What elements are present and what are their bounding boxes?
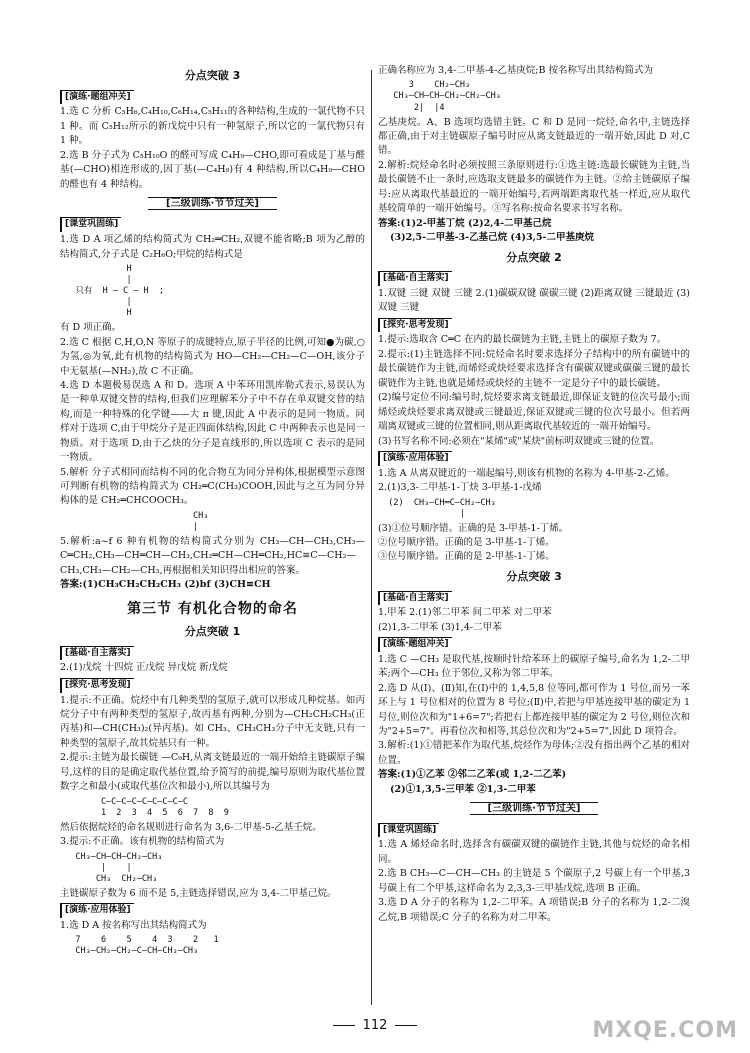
column-divider	[371, 70, 372, 1005]
structural-formula: CH₃—CH—CH—CH₂—CH₃ | | CH₃ CH₂—CH₃	[75, 851, 163, 884]
answer-paragraph: 2.选 B CH₃—C—CH—CH₃ 的主链是 5 个碳原子,2 号碳上有一个甲基,3 号碳上有二个甲基,这样命名为 2,3,3-三甲基戊烷,选项 B 正确。	[378, 868, 690, 894]
section-tag: [演练·应用体验]	[378, 451, 452, 466]
answer-paragraph: 2.解析:烷烃命名时必须按照三条原则进行:①选主链:选最长碳链为主链,当最长碳链不止一条时,应选取支链最多的碳链作为主链。②给主链碳原子编号:应从离取代基最近的一端开始编号,若两端距离取代基一样近,应从取代基较简单的一端开始编号。③写名称:按命名要求书写名称。	[378, 159, 690, 215]
answer-paragraph: 2.选 C 根据 C,H,O,N 等原子的成键特点,原子半径的比例,可知●为碳,○为氢,◎为氧,此有机物的结构简式为 HO—CH₂—CH₂—C—OH,该分子中无氨基(—NH₂),故 C 不正确。	[60, 336, 365, 377]
section-title: 分点突破 3	[506, 569, 562, 583]
section-tag: [基础·自主落实]	[60, 646, 134, 661]
answer-paragraph: ③位号顺序错。正确的是 2-甲基-1-丁烯。	[378, 551, 555, 563]
section-tag: [探究·思考发现]	[378, 318, 452, 333]
structural-formula: H | 只有 H — C — H ; | H	[75, 264, 164, 319]
answer-paragraph: 有 D 项正确。	[60, 322, 122, 334]
answer-paragraph: 1.选 C —CH₃ 是取代基,按顺时针给苯环上的碳原子编号,命名为 1,2-二甲苯;两个—CH₃ 位于邻位,又称为邻二甲苯。	[378, 653, 690, 680]
answer-paragraph: 1.双键 三键 双键 三键 2.(1)碳碳双键 碳碳三键 (2)距离双键 三键最近 (3)双键 三键	[378, 287, 690, 314]
answer-line: 答案:(1)CH₃CH₂CH₂CH₃ (2)bf (3)CH≡CH	[60, 579, 271, 591]
answer-paragraph: (3)①位号顺序错。正确的是 3-甲基-1-丁烯。	[378, 522, 569, 534]
answer-paragraph: 2.选 D 从(Ⅰ)、(Ⅱ)知,在(Ⅰ)中的 1,4,5,8 位等同,都可作为 1 号位,而另一苯环上与 1 号位相对的位置为 8 号位;(Ⅱ)中,若把与甲基连接甲基的碳定为 1 号位,则位次和为"1+6=7";若把右上都连接甲基的碳定为 2 号位,则位次和为"2+5=7"。再看位次和相等,其总位次和为"2+5=7",因此 D 项符合。	[378, 682, 690, 738]
answer-paragraph: ②位号顺序错。正确的是 3-甲基-1-丁烯。	[378, 537, 555, 549]
answer-paragraph: (3)书写名称不同:必须在"某烯"或"某炔"前标明双键或三键的位置。	[378, 435, 660, 447]
answer-paragraph: 2.提示:(1)主链选择不同:烷烃命名时要求选择分子结构中的所有碳链中的最长碳链作为主链,而烯烃或炔烃要求选择含有碳碳双键或碳碳三键的最长碳链作为主链,也就是烯烃或炔烃的主链不一定是分子中的最长碳链。	[378, 348, 690, 389]
section-tag: [基础·自主落实]	[378, 591, 452, 606]
answer-paragraph: (2)编号定位不同:编号时,烷烃要求离支链最近,即保证支链的位次号最小;而烯烃或炔烃要求离双键或三键最近,保证双键或三键的位次号最小。但若两端离双键或三键的位置相同,则从距离取代基较近的一端开始编号。	[378, 392, 690, 433]
answer-line: 答案:(1)2-甲基丁烷 (2)2,4-二甲基己烷	[378, 217, 552, 229]
right-column	[378, 64, 690, 925]
answer-paragraph: 1.选 C 分析 C₅H₆,C₄H₁₀,C₆H₁₄,C₅H₁₁的各种结构,生成的一氯代物不只 1 种。而 C₅H₁₂所示的新戊烷中只有一种氢原子,所以它的一氯代物只有 1 种。	[60, 106, 365, 147]
section-title: 分点突破 2	[506, 250, 562, 264]
section-tag: [课堂巩固练]	[60, 217, 121, 232]
answer-paragraph: 5.解析:a~f 6 种有机物的结构简式分别为 CH₃—CH—CH₃,CH₃—C═CH₂,CH₃—CH═CH—CH₃,CH₂═CH—CH═CH₂,HC≡C—CH₂—CH₃,CH₃—CH₂—CH₃,再根据相关知识得出相应的答案。	[60, 536, 365, 576]
answer-paragraph: 1.选 A 从离双键近的一端起编号,则该有机物的名称为 4-甲基-2-乙烯。	[378, 467, 675, 479]
answer-paragraph: 1.提示:选取含 C═C 在内的最长碳链为主链,主链上的碳原子数为 7。	[378, 334, 667, 346]
answer-line: 答案:(1)①乙苯 ②邻二乙苯(或 1,2-二乙苯)	[378, 769, 567, 781]
section-tag: [基础·自主落实]	[378, 271, 452, 286]
watermark-logo: MXQE.COM	[592, 1017, 738, 1043]
answer-paragraph: 2.(1)3,3-二甲基-1-丁炔 3-甲基-1-戊烯	[378, 482, 542, 494]
left-column	[60, 64, 365, 959]
answer-paragraph: 4.选 D 本题极易误选 A 和 D。选项 A 中苯环用凯库勒式表示,易误认为是一种单双键交替的结构,但我们应理解苯分子中不存在单双键交替的结构,而是一种特殊的化学键——大 π 键,因此 A 中表示的是同一物质。同样对于选项 C,由于甲烷分子是正四面体结构,因此 C 中两种表示也是同一物质。对于选项 D,由于乙炔的分子是直线形的,所以选项 C 表示的是同一物质。	[60, 379, 365, 464]
chapter-title: 第三节 有机化合物的命名	[127, 600, 298, 617]
answer-line: (2)①1,3,5-三甲苯 ②1,3-二甲苯	[390, 783, 536, 795]
answer-paragraph: 5.解析 分子式相同而结构不同的化合物互为同分异构体,根据模型示意图可判断有机物的结构简式为 CH₂═C(CH₃)COOH,因此与之互为同分异构体的是 CH₂═CHCOOCH₃。	[60, 466, 365, 507]
structural-formula: 7 6 5 4 3 2 1 CH₃—CH₂—CH₂—C—CH—CH₂—CH₃	[75, 935, 219, 957]
page-number: 112	[0, 1016, 750, 1036]
answer-paragraph: 主链碳原子数为 6 而不是 5,主链选择错误,应为 3,4-二甲基己烷。	[60, 887, 337, 899]
section-title: 分点突破 1	[184, 625, 241, 639]
level-banner: [三级训练·节节过关]	[60, 196, 365, 211]
answer-paragraph: 然后依据烷烃的命名规则进行命名为 3,6-二甲基-5-乙基壬烷。	[60, 821, 322, 833]
answer-paragraph: 1.甲苯 2.(1)邻二甲苯 间二甲苯 对二甲苯	[378, 607, 552, 619]
section-tag: [课堂巩固练]	[378, 823, 439, 838]
level-banner: [三级训练·节节过关]	[378, 801, 690, 816]
section-title: 分点突破 3	[184, 69, 241, 82]
section-tag: [探究·思考发现]	[60, 678, 134, 693]
structural-formula: (2) CH₃—CH═C—CH₂—CH₃ |	[388, 497, 496, 519]
answer-paragraph: (2)1,3-二甲苯 (3)1,4-二甲苯	[378, 621, 502, 633]
answer-paragraph: 1.选 A 烯烃命名时,选择含有碳碳双键的碳链作主链,其他与烷烃的命名相同。	[378, 839, 690, 865]
section-tag: [演练·题组冲关]	[60, 90, 134, 105]
section-tag: [演练·题组冲关]	[378, 637, 452, 652]
answer-line: (3)2,5-二甲基-3-乙基己烷 (4)3,5-二甲基庚烷	[390, 232, 594, 244]
answer-paragraph: 正确名称应为 3,4-二甲基-4-乙基庚烷;B 按名称写出其结构简式为	[378, 65, 654, 76]
answer-paragraph: 3.提示:不正确。该有机物的结构简式为	[60, 836, 225, 848]
answer-paragraph: 3.选 D A 分子的名称为 1,2-二甲苯。A 项错误;B 分子的名称为 1,2-二溴乙烷,B 项错误;C 分子的名称为对二甲苯。	[378, 897, 690, 923]
answer-paragraph: 1.提示:不正确。烷烃中有几种类型的氢原子,就可以形成几种烷基。如丙烷分子中有两种类型的氢原子,故丙基有两种,分别为—CH₂CH₂CH₃(正丙基)和—CH(CH₃)₂(异丙基)。如 CH₃、CH₃CH₃分子中无支链,只有一种类型的氢原子,故其烷基只有一种。	[60, 694, 365, 749]
section-tag: [演练·应用体验]	[60, 903, 134, 918]
structural-formula: 3 CH₂—CH₃ CH₃—CH—CH—CH₂—CH₂—CH₃ 2| |4	[393, 80, 501, 113]
answer-paragraph: 1.选 D A 按名称写出其结构简式为	[60, 919, 207, 931]
structural-formula: CH₃ |	[193, 510, 209, 532]
answer-paragraph: 乙基庚烷。A、B 选项均选错主链。C 和 D 是同一烷烃,命名中,主链选择都正确,由于对主链碳原子编号时应从离支链最近的一端开始,因此 D 对,C 错。	[378, 116, 690, 157]
answer-paragraph: 1.选 D A 项乙烯的结构简式为 CH₂═CH₂,双键不能省略;B 项为乙醇的结构简式,分子式是 C₂H₆O;甲烷的结构式是	[60, 234, 365, 260]
answer-paragraph: 2.选 B 分子式为 C₅H₁₀O 的醛可写成 C₄H₉—CHO,即可看成是丁基与醛基(—CHO)相连形成的,因丁基(—C₄H₉)有 4 种结构,所以C₄H₉—CHO的醛也有 4 种结构。	[60, 149, 365, 190]
answer-paragraph: 2.提示:主链为最长碳链 —C₉H,从离支链最近的一端开始给主链碳原子编号,这样的目的是确定取代基位置,给予简写的前提,编号原则为取代基位置数字之和最小(或取代基位次和最小),所以其编号为	[60, 752, 365, 793]
answer-paragraph: 3.解析:(1)①错把苯作为取代基,烷烃作为母体;②没有指出两个乙基的相对位置。	[378, 740, 690, 766]
answer-paragraph: 2.(1)戊烷 十四烷 正戊烷 异戊烷 新戊烷	[60, 662, 228, 674]
structural-formula: C—C—C—C—C—C—C—C—C 1 2 3 4 5 6 7 8 9	[100, 796, 229, 818]
